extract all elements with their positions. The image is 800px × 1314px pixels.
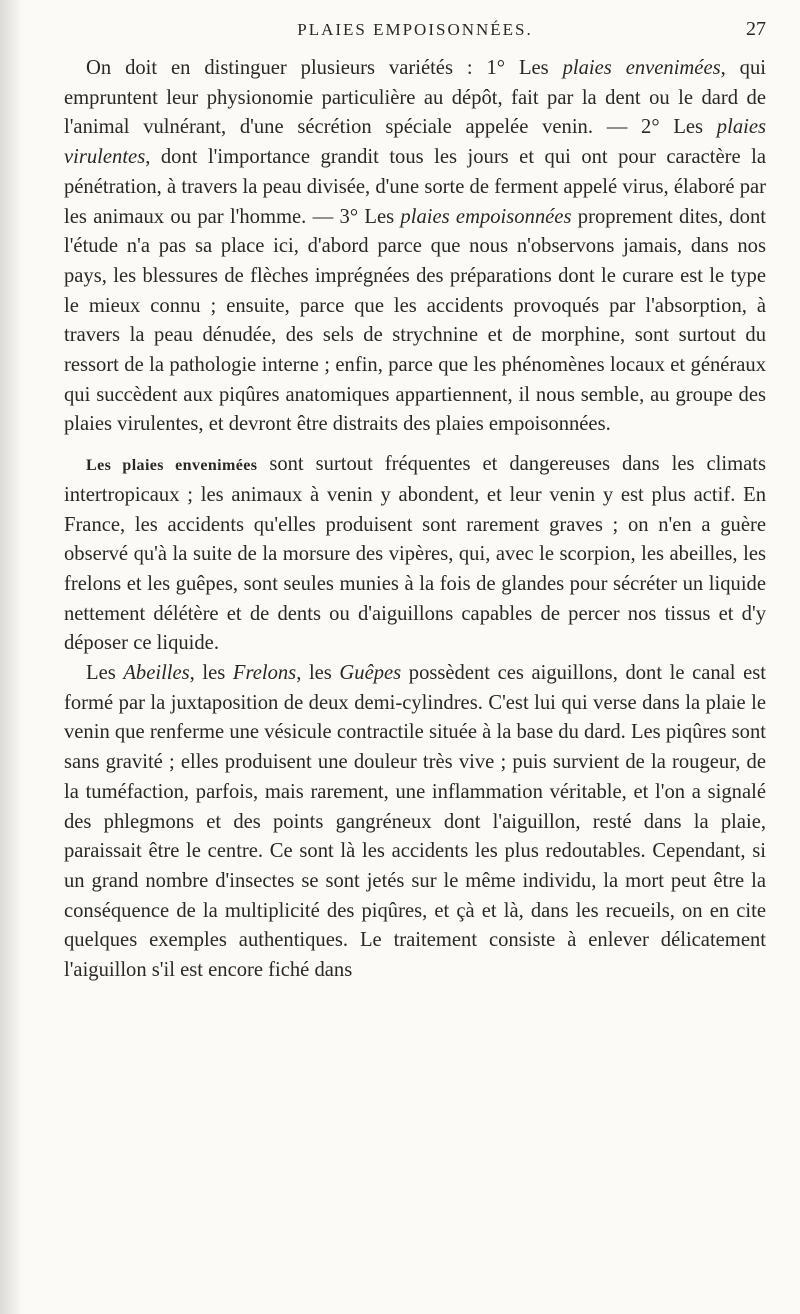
running-head [64,14,766,54]
text-run: sont surtout fréquentes et dangereuses dans les climats intertropicaux ; les animaux à venin y abondent, et leur venin y est plus actif. En France, les accidents qu'elles produisent sont rarement graves ; on n'en a guère observé qu'à la suite de la morsure des vipères, qui, avec le scorpion, les abeilles, les frelons et les guêpes, sont seules munies à la fois de glandes pour sécréter un liquide nettement délétère et de dents ou d'aiguillons capables de percer nos tissus et d'y déposer ce liquide. [64,453,766,655]
book-page [64,14,766,986]
text-run: possèdent ces aiguillons, dont le canal est formé par la juxtaposition de deux demi-cylindres. C'est lui qui verse dans la plaie le venin que renferme une vésicule contractile située à la base du dard. Les piqûres sont sans gravité ; elles produisent une douleur très vive ; puis survient de la rougeur, de la tuméfaction, parfois, mais rarement, une inflammation véritable, et l'on a signalé des phlegmons et des points gangréneux dont l'aiguillon, resté dans la plaie, paraissait être le centre. Ce sont là les accidents les plus redoutables. Cependant, si un grand nombre d'insectes se sont jetés sur le même individu, la mort peut être la conséquence de la multiplicité des piqûres, et çà et là, dans les recueils, on en cite quelques exemples authentiques. Le traitement consiste à enlever délicatement l'aiguillon s'il est encore fiché dans [64,662,766,982]
text-run: On doit en distinguer plusieurs variétés : 1° Les [86,57,563,79]
italic-term: plaies virulentes [64,116,766,169]
section-lead-in: Les plaies envenimées [86,457,258,475]
page-gutter-shadow [0,0,22,1314]
text-run: , les [296,662,340,685]
text-run: , dont l'importance grandit tous les jours et qui ont pour caractère la pénétration, à travers la peau divisée, d'une sorte de ferment appelé virus, élaboré par les animaux ou par l'homme. — 3° Les [64,146,766,228]
text-body [64,54,766,986]
paragraph-bees-hornets-wasps [64,659,766,986]
text-run: , qui empruntent leur physionomie particulière au dépôt, fait par la dent ou le dard de l'animal vulnérant, d'une sécrétion spéciale appelée venin. — 2° Les [64,57,766,139]
italic-term: Abeilles [123,662,190,685]
italic-term: Frelons [232,662,297,685]
running-title: PLAIES EMPOISONNÉES. [297,20,533,39]
text-run: proprement dites, dont l'étude n'a pas sa place ici, d'abord parce que nous n'observons jamais, dans nos pays, les blessures de flèches imprégnées des préparations dont le curare est le type le mieux connu ; ensuite, parce que les accidents provoqués par l'absorption, à travers la peau dénudée, des sels de strychnine et de morphine, sont surtout du ressort de la pathologie interne ; enfin, parce que les phénomènes locaux et généraux qui succèdent aux piqûres anatomiques appartiennent, il nous semble, au groupe des plaies virulentes, et devront être distraits des plaies empoisonnées. [64,205,766,436]
paragraph-envenomed-wounds [64,450,766,659]
paragraph-varieties [64,54,766,440]
italic-term: Guêpes [339,662,402,685]
italic-term: plaies empoisonnées [400,205,572,228]
italic-term: plaies envenimées [562,57,721,79]
text-run: , les [189,662,233,685]
page-number: 27 [746,18,766,40]
text-run: Les [86,662,124,685]
